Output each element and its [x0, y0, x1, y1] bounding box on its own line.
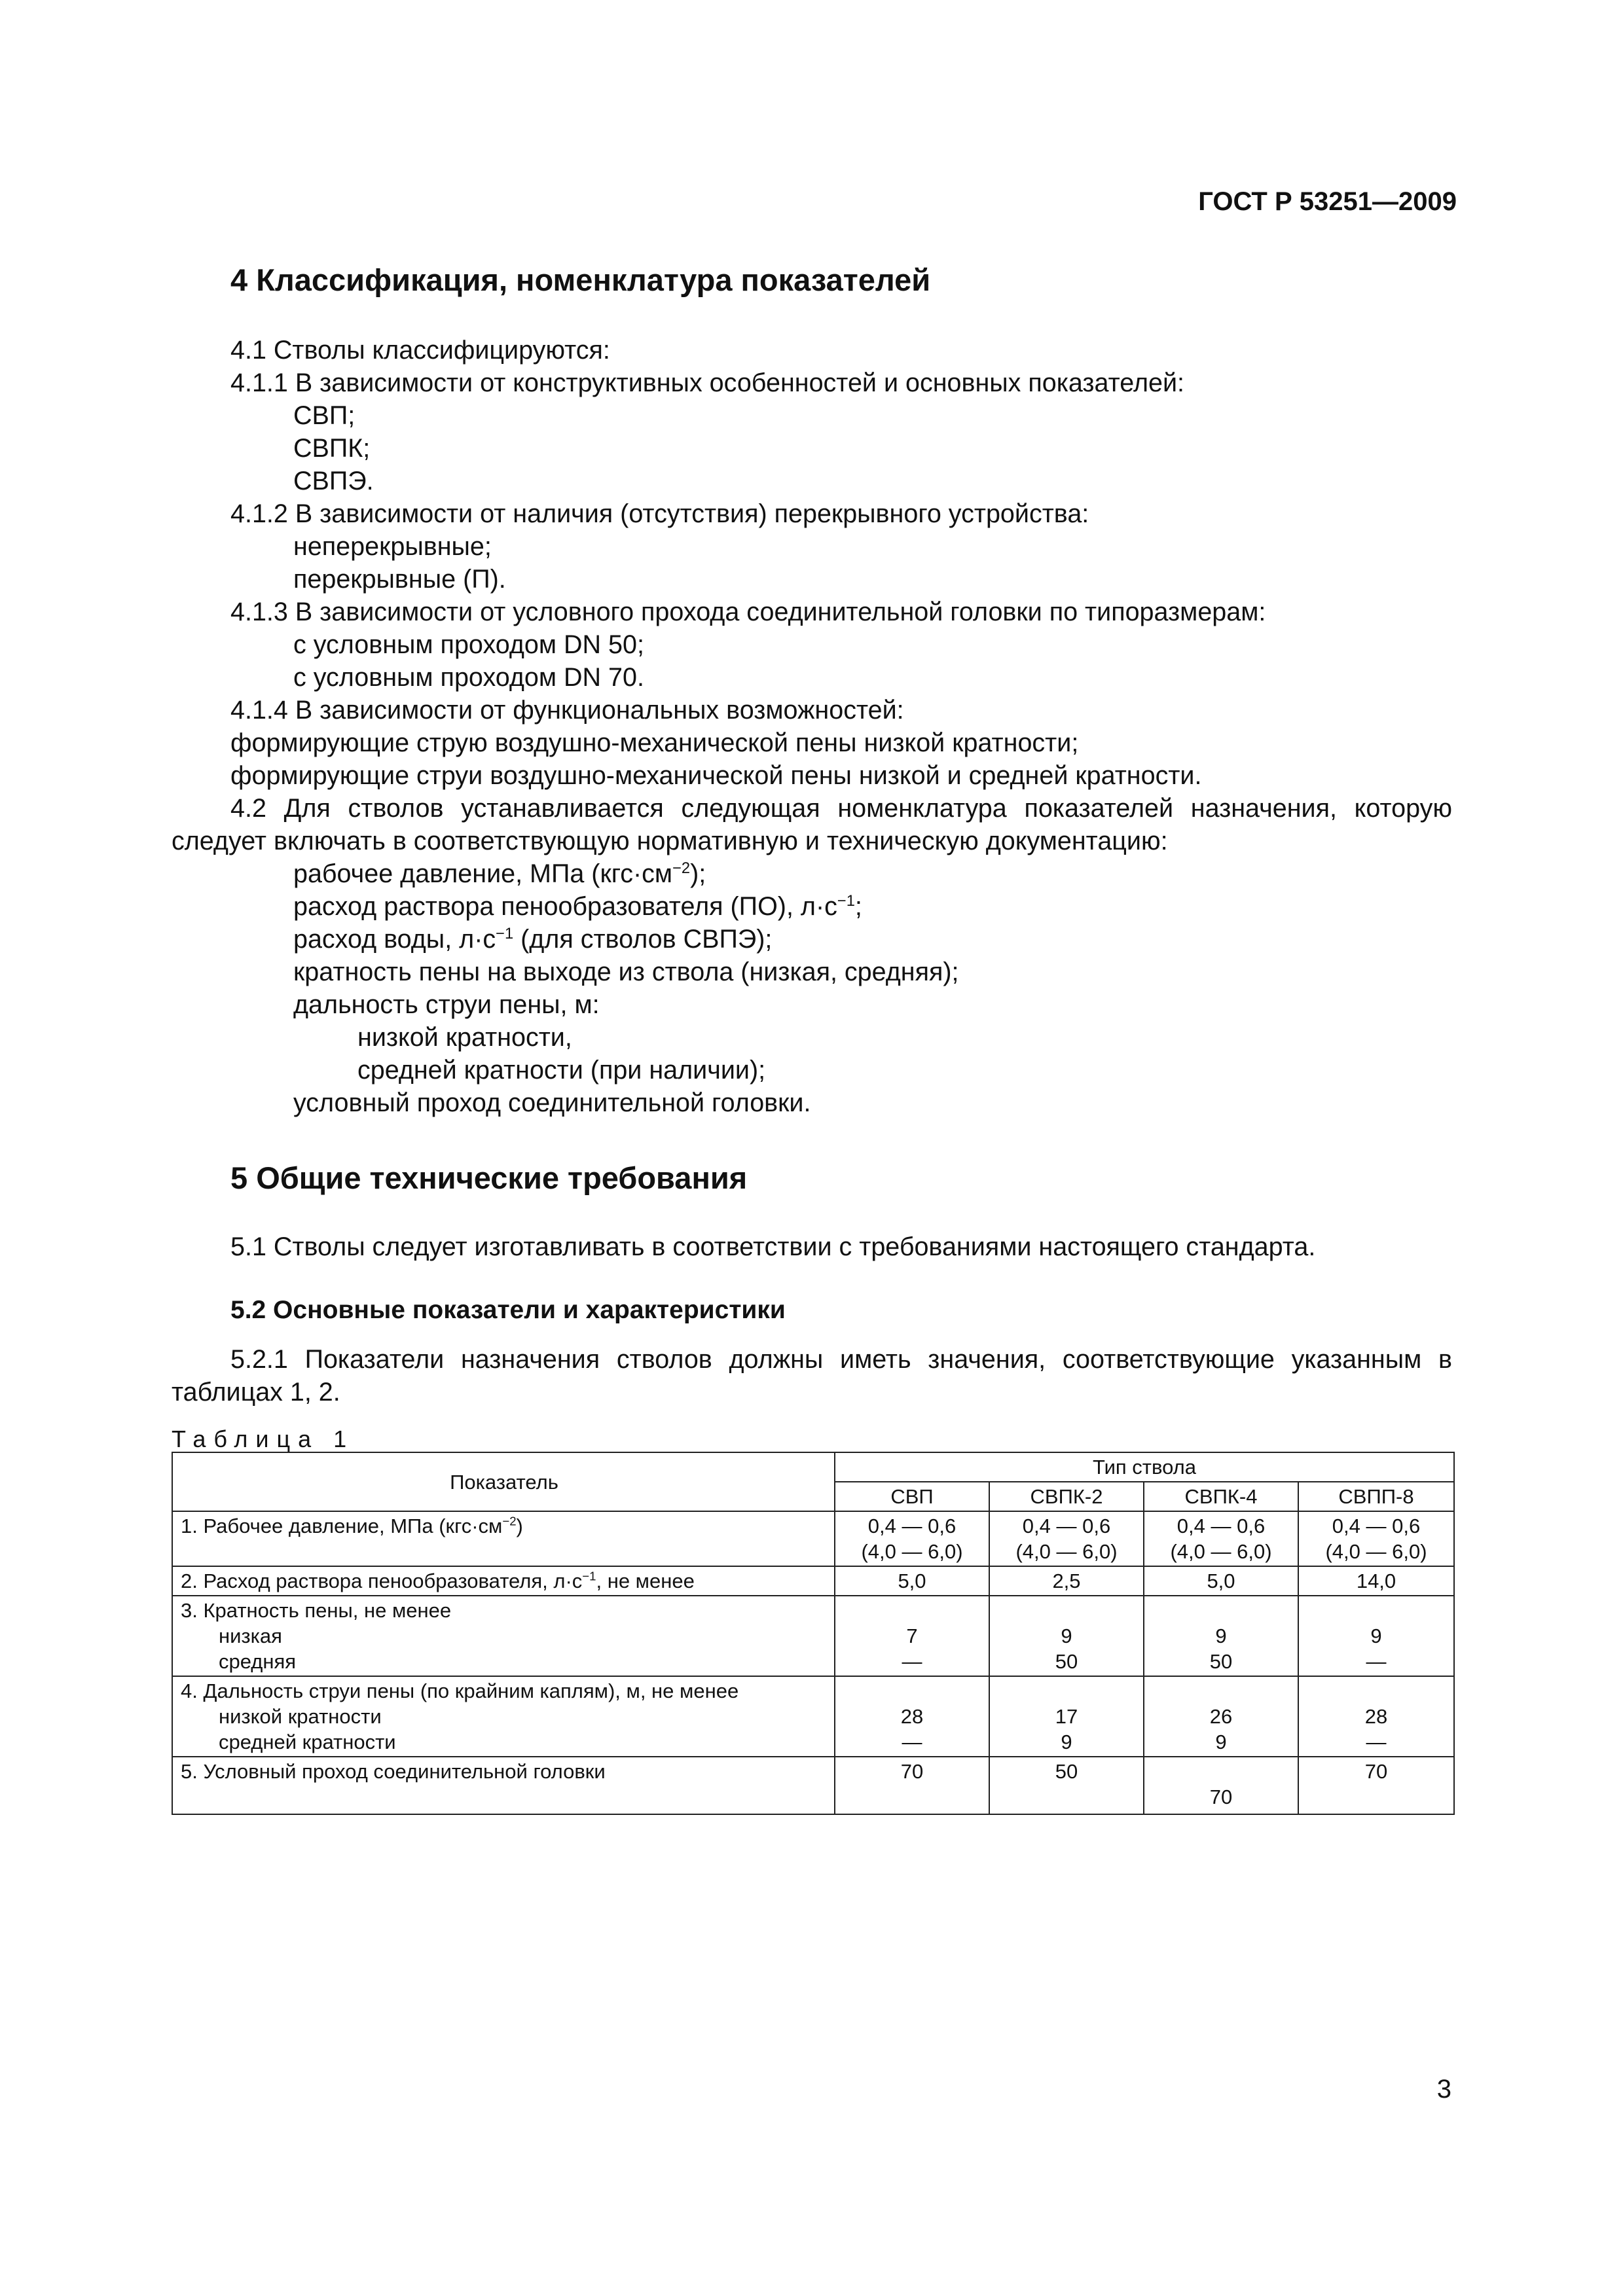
table-cell: 70	[835, 1757, 989, 1814]
list-item-svpe: СВПЭ.	[293, 467, 374, 495]
list-item-dn50: с условным проходом DN 50;	[293, 630, 644, 659]
section-4-title: 4 Классификация, номенклатура показателей	[230, 262, 931, 297]
list-item-head: условный проход соединительной головки.	[293, 1088, 811, 1117]
paragraph-4-1-4: 4.1.4 В зависимости от функциональных возможностей:	[230, 696, 904, 725]
paragraph-4-1: 4.1 Стволы классифицируются:	[230, 336, 610, 365]
list-item-range: дальность струи пены, м:	[293, 990, 600, 1019]
table-cell: 0,4 — 0,6 (4,0 — 6,0)	[1298, 1511, 1454, 1566]
table-row	[172, 1676, 1454, 1757]
row-label-head: 5. Условный проход соединительной головки	[172, 1757, 835, 1814]
list-item-range-low: низкой кратности,	[357, 1023, 572, 1052]
list-item-range-mid: средней кратности (при наличии);	[357, 1056, 766, 1085]
header-svpk-2: СВПК-2	[989, 1482, 1144, 1511]
header-indicator: Показатель	[172, 1452, 835, 1511]
section-5-title: 5 Общие технические требования	[230, 1160, 748, 1195]
table-cell: 14,0	[1298, 1566, 1454, 1596]
table-row	[172, 1757, 1454, 1814]
list-item-flow: расход раствора пенообразователя (ПО), $л\cdot с^{-1}$;	[293, 892, 862, 921]
list-item-func-low-mid: формирующие струи воздушно-механической пены низкой и средней кратности.	[230, 761, 1202, 790]
page-number: 3	[1436, 2075, 1451, 2104]
header-svpk-4: СВПК-4	[1144, 1482, 1298, 1511]
standard-number: ГОСТ Р 53251—2009	[1198, 187, 1457, 216]
table-cell: 28 —	[1298, 1676, 1454, 1757]
table-row	[172, 1566, 1454, 1596]
table-cell: 17 9	[989, 1676, 1144, 1757]
table-cell: 9 —	[1298, 1596, 1454, 1676]
list-item-water: расход воды, $л\cdot с^{-1}$ (для стволов СВПЭ);	[293, 925, 773, 954]
row-label-pressure: 1. Рабочее давление, МПа $(кгс\cdot см^{-2})$	[172, 1511, 835, 1566]
table-1	[172, 1452, 1455, 1815]
table-cell: 70	[1298, 1757, 1454, 1814]
table-cell: 5,0	[1144, 1566, 1298, 1596]
paragraph-4-1-2: 4.1.2 В зависимости от наличия (отсутствия) перекрывного устройства:	[230, 499, 1089, 528]
table-cell: 9 50	[989, 1596, 1144, 1676]
header-type-group: Тип ствола	[835, 1452, 1454, 1482]
paragraph-4-1-3: 4.1.3 В зависимости от условного прохода соединительной головки по типоразмерам:	[230, 598, 1266, 626]
paragraph-5-1: 5.1 Стволы следует изготавливать в соответствии с требованиями настоящего стандарта.	[230, 1232, 1316, 1261]
table-row	[172, 1596, 1454, 1676]
table-cell: 0,4 — 0,6 (4,0 — 6,0)	[1144, 1511, 1298, 1566]
table-caption: Таблица 1	[172, 1426, 355, 1452]
table-row	[172, 1511, 1454, 1566]
table-cell: 0,4 — 0,6 (4,0 — 6,0)	[835, 1511, 989, 1566]
table-cell: 26 9	[1144, 1676, 1298, 1757]
paragraph-5-2-1-line1: 5.2.1 Показатели назначения стволов должны иметь значения, соответствующие указанным в	[230, 1345, 1452, 1374]
header-svp: СВП	[835, 1482, 989, 1511]
subsection-5-2-title: 5.2 Основные показатели и характеристики	[230, 1296, 786, 1324]
table-cell: 28 —	[835, 1676, 989, 1757]
list-item-shutoff: перекрывные (П).	[293, 565, 506, 594]
paragraph-4-2-line2: следует включать в соответствующую нормативную и техническую документацию:	[172, 827, 1168, 855]
table-cell: 70	[1144, 1757, 1298, 1814]
table-cell: 7 —	[835, 1596, 989, 1676]
paragraph-5-2-1-line2: таблицах 1, 2.	[172, 1378, 340, 1407]
list-item-dn70: с условным проходом DN 70.	[293, 663, 644, 692]
list-item-func-low: формирующие струю воздушно-механической пены низкой кратности;	[230, 728, 1079, 757]
paragraph-4-1-1: 4.1.1 В зависимости от конструктивных особенностей и основных показателей:	[230, 368, 1185, 397]
list-item-ratio: кратность пены на выходе из ствола (низкая, средняя);	[293, 958, 959, 986]
row-label-ratio: 3. Кратность пены, не менее низкая средняя	[172, 1596, 835, 1676]
header-svpp-8: СВПП-8	[1298, 1482, 1454, 1511]
list-item-non-shutoff: неперекрывные;	[293, 532, 492, 561]
row-label-range: 4. Дальность струи пены (по крайним каплям), м, не менее низкой кратности средней кратности	[172, 1676, 835, 1757]
table-cell: 2,5	[989, 1566, 1144, 1596]
list-item-svpk: СВПК;	[293, 434, 371, 463]
table-cell: 0,4 — 0,6 (4,0 — 6,0)	[989, 1511, 1144, 1566]
paragraph-4-2-line1: 4.2 Для стволов устанавливается следующая номенклатура показателей назначения, которую	[230, 794, 1452, 823]
table-header-row	[172, 1452, 1454, 1482]
row-label-flow: 2. Расход раствора пенообразователя, $л\cdot с^{-1}$, не менее	[172, 1566, 835, 1596]
list-item-pressure: рабочее давление, МПа $(кгс\cdot см^{-2})$;	[293, 859, 706, 888]
table-cell: 50	[989, 1757, 1144, 1814]
list-item-svp: СВП;	[293, 401, 356, 430]
table-cell: 5,0	[835, 1566, 989, 1596]
table-cell: 9 50	[1144, 1596, 1298, 1676]
